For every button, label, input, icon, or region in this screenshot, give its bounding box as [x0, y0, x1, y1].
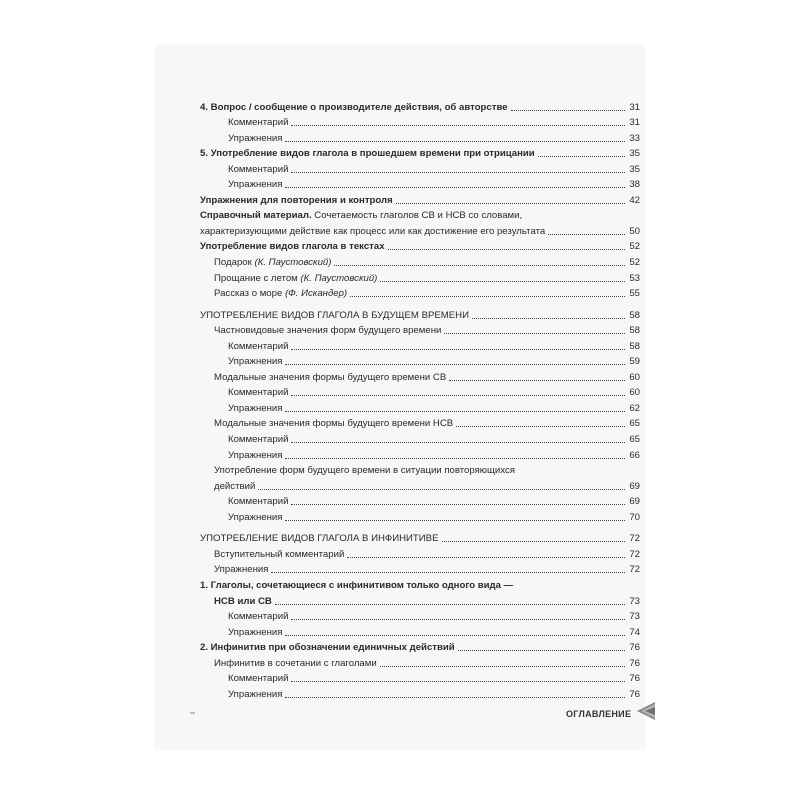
toc-page-number: 42 [629, 194, 640, 206]
dot-leader [291, 172, 625, 173]
toc-entry-title [200, 580, 513, 592]
toc-entry[interactable] [200, 446, 640, 462]
toc-entry-title [228, 356, 282, 368]
dot-leader [285, 520, 625, 521]
toc-page-number: 73 [629, 595, 640, 607]
toc-entry-text: Упражнения для повторения и контроля [200, 194, 393, 206]
toc-entry-title [228, 496, 288, 508]
toc-entry-text: 2. Инфинитив при обозначении единичных действий [200, 642, 455, 654]
toc-entry-title [228, 434, 288, 446]
dot-leader [291, 504, 625, 505]
dot-leader [388, 249, 625, 250]
dot-leader [271, 572, 625, 573]
toc-entry-text: НСВ или СВ [214, 595, 272, 607]
toc-entry[interactable] [200, 654, 640, 670]
toc-entry-title [214, 596, 272, 608]
toc-page-number: 58 [629, 309, 640, 321]
toc-entry[interactable] [200, 545, 640, 561]
toc-entry-text: Комментарий [228, 387, 289, 399]
toc-page-number: 76 [629, 657, 640, 669]
toc-entry[interactable] [200, 269, 640, 285]
toc-entry-text: Упражнения [228, 511, 283, 523]
toc-page-number: 60 [629, 387, 640, 399]
toc-entry-title [214, 273, 377, 285]
dot-leader [291, 619, 625, 620]
dot-leader [538, 156, 625, 157]
toc-page-number: 74 [629, 626, 640, 638]
toc-page-number: 58 [629, 340, 640, 352]
toc-entry-title [228, 611, 288, 623]
toc-entry[interactable] [200, 285, 640, 301]
toc-entry-title [214, 465, 515, 477]
toc-entry[interactable] [200, 306, 640, 322]
toc-page-number: 58 [629, 325, 640, 337]
toc-entry-text: Упражнения [228, 626, 283, 638]
toc-entry[interactable] [200, 160, 640, 176]
toc-entry[interactable] [200, 368, 640, 384]
toc-entry[interactable] [200, 685, 640, 701]
toc-page-number: 70 [629, 511, 640, 523]
toc-entry[interactable] [200, 576, 640, 592]
dot-leader [449, 380, 625, 381]
toc-entry[interactable] [200, 207, 640, 223]
toc-entry-author: (К. Паустовский) [254, 257, 332, 269]
toc-page-number: 38 [629, 179, 640, 191]
toc-page-number: 60 [629, 371, 640, 383]
toc-entry-title [200, 210, 522, 222]
dot-leader [285, 141, 625, 142]
toc-entry-title [214, 325, 441, 337]
toc-entry-text: характеризующими действие как процесс или как достижение его результата [200, 225, 546, 237]
toc-entry-text: 4. Вопрос / сообщение о производителе действия, об авторстве [200, 101, 508, 113]
toc-page-number: 35 [629, 163, 640, 175]
toc-entry-text: Рассказ о море [214, 288, 285, 300]
dot-leader [258, 489, 625, 490]
dot-leader [442, 541, 626, 542]
toc-entry-text: 5. Употребление видов глагола в прошедшем времени при отрицании [200, 148, 535, 160]
page-mark [190, 712, 195, 714]
toc-entry-text: Комментарий [228, 611, 289, 623]
toc-page-number: 66 [629, 449, 640, 461]
dot-leader [380, 666, 625, 667]
dot-leader [456, 426, 625, 427]
toc-entry-text: Комментарий [228, 673, 289, 685]
toc-entry-text: Упражнения [228, 688, 283, 700]
toc-entry-text: Частновидовые значения форм будущего времени [214, 325, 442, 337]
toc-entry[interactable] [200, 530, 640, 546]
toc-entry-text: действий [214, 480, 256, 492]
toc-entry[interactable] [200, 493, 640, 509]
dot-leader [458, 650, 625, 651]
toc-entry-author: (К. Паустовский) [300, 272, 378, 284]
toc-page-number: 69 [629, 480, 640, 492]
toc-entry-text: 1. Глаголы, сочетающиеся с инфинитивом только одного вида — [200, 579, 514, 591]
toc-entry-title [214, 288, 347, 300]
toc-entry-title [228, 689, 282, 701]
toc-entry[interactable] [200, 129, 640, 145]
toc-page-number: 31 [629, 101, 640, 113]
toc-entry-text: Упражнения [228, 356, 283, 368]
toc-entry[interactable] [200, 353, 640, 369]
dot-leader [548, 234, 625, 235]
toc-entry[interactable] [200, 623, 640, 639]
toc-page-number: 31 [629, 117, 640, 129]
toc-entry[interactable] [200, 191, 640, 207]
toc-entry-title [200, 148, 535, 160]
toc-entry-text: Сочетаемость глаголов СВ и НСВ со словами, [311, 210, 523, 222]
toc-entry-text: Комментарий [228, 340, 289, 352]
toc-entry-title [228, 673, 288, 685]
dot-leader [285, 458, 625, 459]
dot-leader [347, 557, 625, 558]
toc-page-number: 72 [629, 564, 640, 576]
dot-leader [380, 281, 625, 282]
toc-entry-text: Упражнения [228, 449, 283, 461]
toc-entry[interactable] [200, 608, 640, 624]
toc-page-number: 33 [629, 132, 640, 144]
toc-entry-title [228, 450, 282, 462]
toc-entry[interactable] [200, 145, 640, 161]
toc-page-number: 52 [629, 257, 640, 269]
dot-leader [472, 318, 625, 319]
toc-entry[interactable] [200, 322, 640, 338]
toc-entry-title [228, 117, 288, 129]
dot-leader [285, 187, 625, 188]
toc-entry[interactable] [200, 508, 640, 524]
toc-entry-text: Модальные значения формы будущего времени СВ [214, 371, 447, 383]
toc-entry-text: Употребление форм будущего времени в ситуации повторяющихся [214, 465, 515, 477]
toc-page-number: 52 [629, 241, 640, 253]
toc-entry[interactable] [200, 222, 640, 238]
dot-leader [285, 635, 625, 636]
toc-entry-author: (Ф. Искандер) [284, 288, 348, 300]
toc-entry[interactable] [200, 253, 640, 269]
toc-entry-title [200, 226, 545, 238]
toc-entry[interactable] [200, 114, 640, 130]
toc-entry-title [228, 403, 282, 415]
dot-leader [291, 395, 625, 396]
toc-entry-text: Упражнения [228, 402, 283, 414]
toc-entry[interactable] [200, 462, 640, 478]
toc-entry-text: Употребление видов глагола в текстах [200, 241, 385, 253]
toc-entry-title [228, 133, 282, 145]
toc-entry[interactable] [200, 430, 640, 446]
toc-entry-text: Модальные значения формы будущего времени НСВ [214, 418, 454, 430]
toc-entry-text: Упражнения [228, 132, 283, 144]
toc-entry-text: Комментарий [228, 496, 289, 508]
toc-page-number: 59 [629, 356, 640, 368]
toc-page-number: 65 [629, 418, 640, 430]
toc-page-number: 72 [629, 533, 640, 545]
toc-entry[interactable] [200, 477, 640, 493]
toc-entry[interactable] [200, 98, 640, 114]
toc-page-number: 50 [629, 225, 640, 237]
toc-entry[interactable] [200, 176, 640, 192]
toc-entry-title [214, 418, 453, 430]
toc-entry-title [214, 549, 344, 561]
dot-leader [285, 411, 625, 412]
toc-entry-text: Упражнения [228, 179, 283, 191]
toc-entry-text: УПОТРЕБЛЕНИЕ ВИДОВ ГЛАГОЛА В ИНФИНИТИВЕ [200, 533, 439, 545]
toc-entry-title [200, 642, 455, 654]
toc-entry-title [214, 481, 255, 493]
toc-entry[interactable] [200, 592, 640, 608]
dot-leader [291, 442, 625, 443]
dot-leader [291, 681, 625, 682]
dot-leader [291, 125, 625, 126]
dot-leader [285, 697, 625, 698]
toc-page-number: 69 [629, 496, 640, 508]
toc-entry-title [228, 512, 282, 524]
toc-entry-text: Комментарий [228, 163, 289, 175]
dot-leader [350, 296, 625, 297]
toc-entry-title [200, 241, 385, 253]
dot-leader [334, 265, 625, 266]
toc-page-number: 65 [629, 434, 640, 446]
toc-entry[interactable] [200, 399, 640, 415]
toc-entry-text: Комментарий [228, 434, 289, 446]
triangle-arrow-icon [635, 700, 657, 727]
dot-leader [396, 203, 625, 204]
toc-entry[interactable] [200, 561, 640, 577]
toc-entry[interactable] [200, 384, 640, 400]
toc-entry[interactable] [200, 670, 640, 686]
toc-page-number: 72 [629, 548, 640, 560]
toc-entry-text: УПОТРЕБЛЕНИЕ ВИДОВ ГЛАГОЛА В БУДУЩЕМ ВРЕМЕНИ [200, 309, 469, 321]
toc-entry[interactable] [200, 238, 640, 254]
toc-entry[interactable] [200, 639, 640, 655]
toc-entry-title [200, 533, 439, 545]
toc-entry-title [228, 387, 288, 399]
dot-leader [285, 364, 625, 365]
toc-entry-bold-prefix: Справочный материал. [200, 210, 312, 222]
toc-page-number: 53 [629, 272, 640, 284]
toc-entry-text: Подарок [214, 257, 255, 269]
toc-page-number: 55 [629, 288, 640, 300]
toc-entry-title [214, 257, 331, 269]
table-of-contents [200, 98, 640, 701]
toc-entry-title [200, 195, 393, 207]
toc-page-number: 35 [629, 148, 640, 160]
toc-entry-text: Комментарий [228, 117, 289, 129]
toc-entry-title [214, 372, 446, 384]
page-footer [566, 700, 657, 727]
toc-entry[interactable] [200, 337, 640, 353]
dot-leader [444, 333, 625, 334]
toc-entry-title [214, 658, 377, 670]
toc-entry-title [228, 341, 288, 353]
toc-entry-title [214, 564, 268, 576]
toc-entry-title [228, 179, 282, 191]
toc-entry-text: Упражнения [214, 564, 269, 576]
toc-page-number: 76 [629, 688, 640, 700]
footer-label: ОГЛАВЛЕНИЕ [566, 708, 632, 719]
toc-entry-text: Вступительный комментарий [214, 548, 345, 560]
toc-page-number: 73 [629, 611, 640, 623]
toc-entry-title [200, 310, 469, 322]
toc-page-number: 76 [629, 642, 640, 654]
dot-leader [511, 110, 625, 111]
toc-entry[interactable] [200, 415, 640, 431]
dot-leader [275, 604, 625, 605]
dot-leader [291, 349, 625, 350]
toc-page-number: 62 [629, 402, 640, 414]
toc-entry-title [228, 627, 282, 639]
toc-entry-text: Прощание с летом [214, 272, 301, 284]
toc-entry-title [200, 102, 508, 114]
toc-page-number: 76 [629, 673, 640, 685]
toc-entry-title [228, 164, 288, 176]
toc-entry-text: Инфинитив в сочетании с глаголами [214, 657, 377, 669]
